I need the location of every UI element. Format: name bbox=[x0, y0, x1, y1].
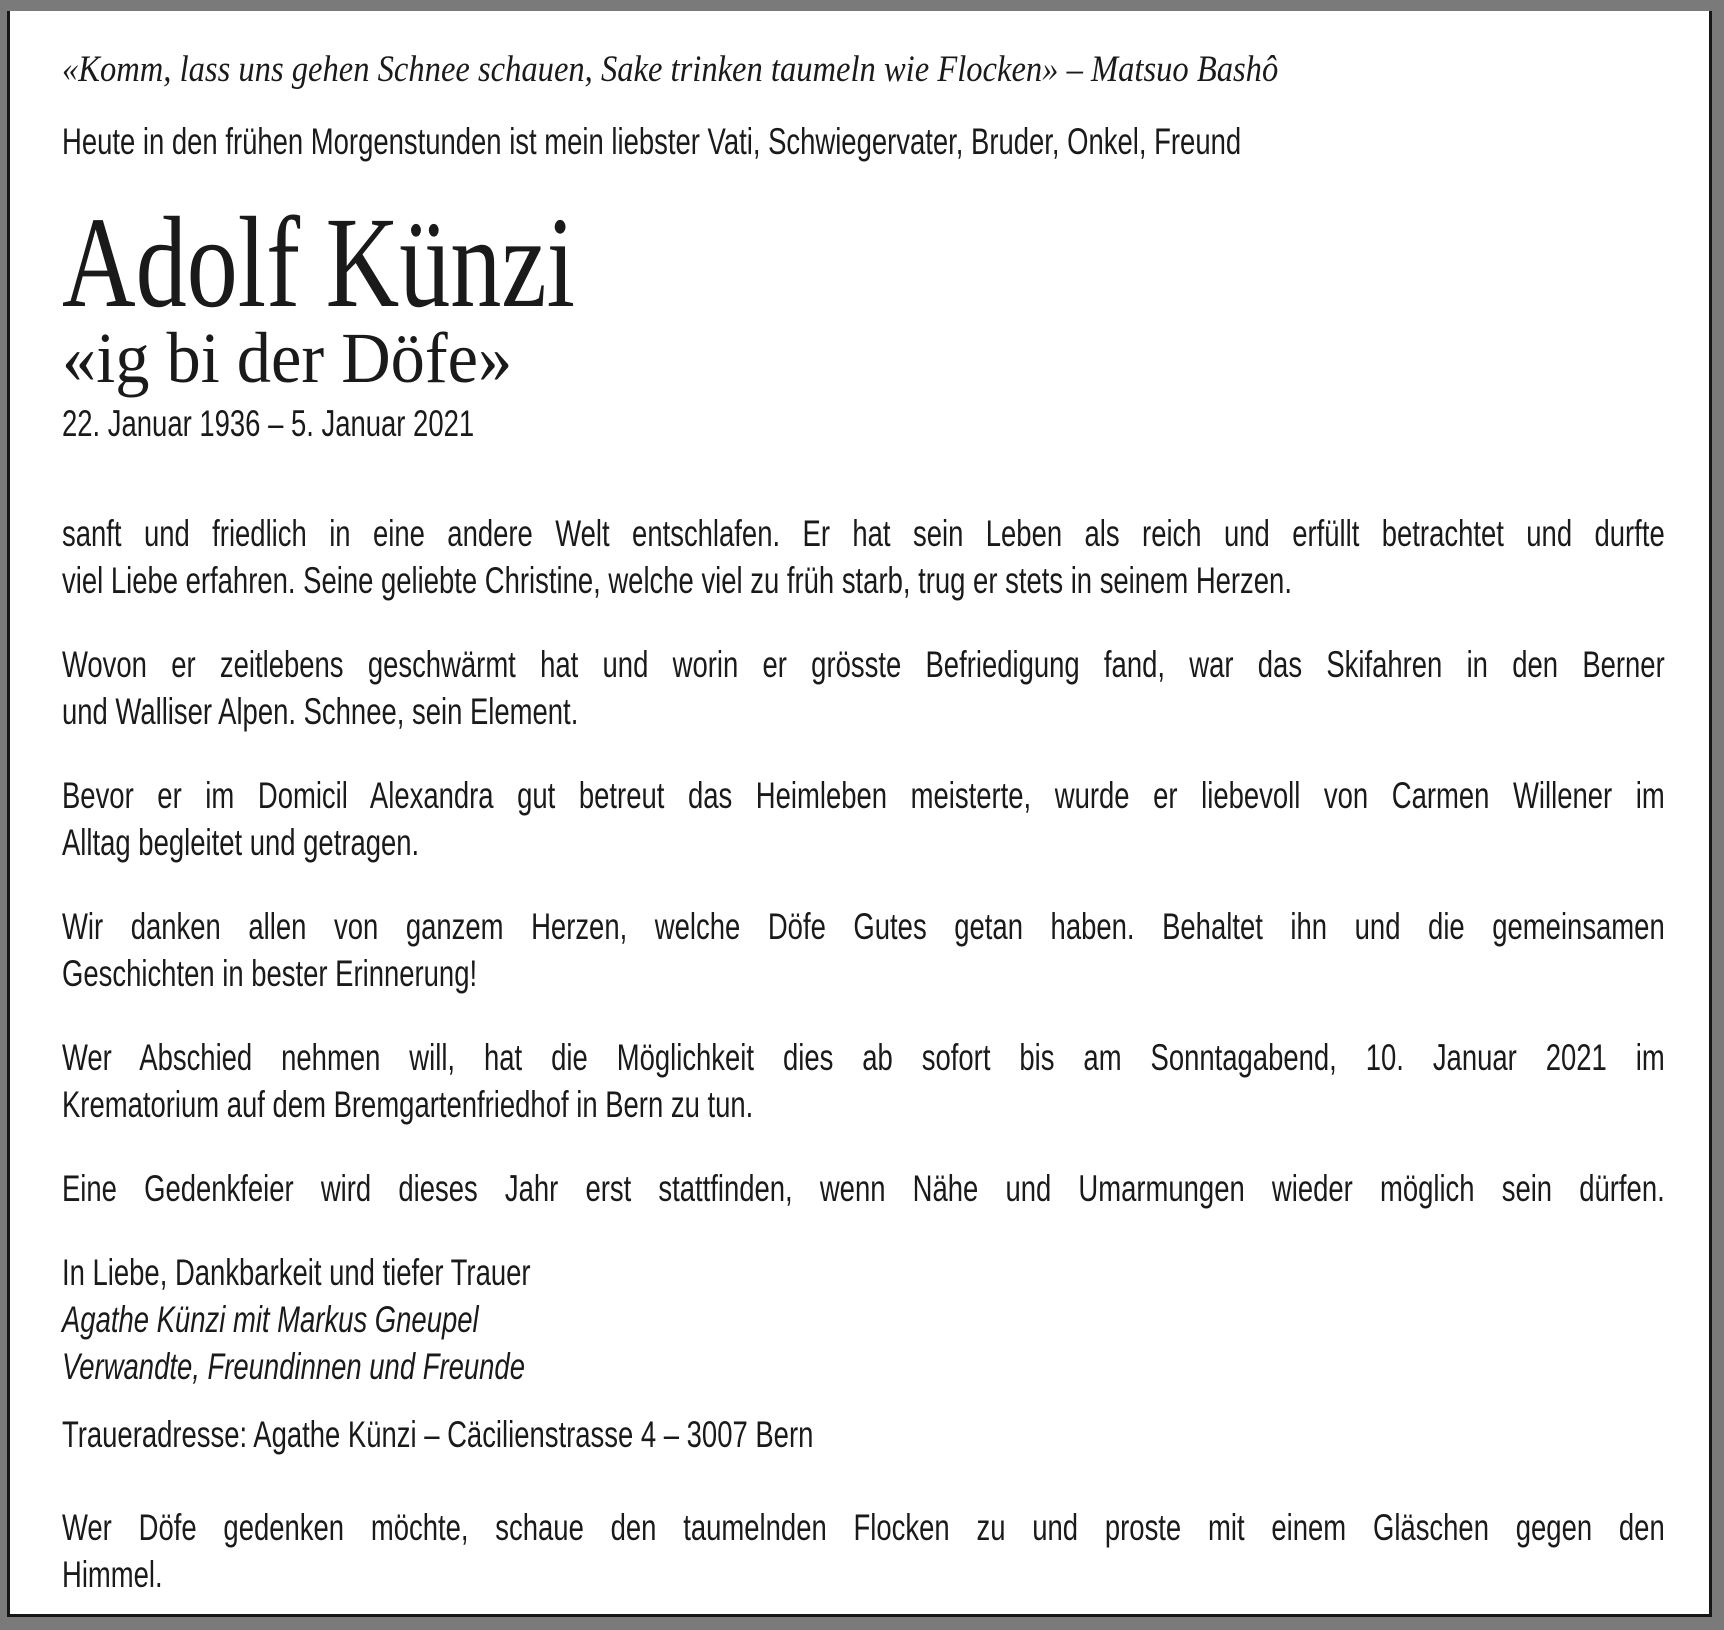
text-line: Wovon er zeitlebens geschwärmt hat und worin er grösste Befriedigung fand, war das Skifahren in den Berner bbox=[62, 644, 1665, 685]
text-line: Wer Abschied nehmen will, hat die Möglichkeit dies ab sofort bis am Sonntagabend, 10. Januar 2021 im bbox=[62, 1037, 1665, 1078]
paragraph-skiing bbox=[62, 641, 1709, 735]
mourning-address: Traueradresse: Agathe Künzi – Cäcilienstrasse 4 – 3007 Bern bbox=[62, 1414, 814, 1455]
paragraph-farewell bbox=[62, 1034, 1709, 1128]
life-dates: 22. Januar 1936 – 5. Januar 2021 bbox=[62, 403, 475, 444]
intro-line: Heute in den frühen Morgenstunden ist mein liebster Vati, Schwiegervater, Bruder, Onkel, Freund bbox=[62, 121, 1242, 162]
obituary-content bbox=[10, 11, 1709, 1598]
deceased-nickname: «ig bi der Döfe» bbox=[62, 318, 513, 398]
text-line: viel Liebe erfahren. Seine geliebte Christine, welche viel zu früh starb, trug er stets in seinem Herzen. bbox=[62, 560, 1292, 601]
text-line: Bevor er im Domicil Alexandra gut betreut das Heimleben meisterte, wurde er liebevoll von Carmen Willener im bbox=[62, 775, 1665, 816]
text-line: Himmel. bbox=[62, 1554, 163, 1595]
paragraph-death-notice bbox=[62, 510, 1709, 604]
closing-friends-line: Verwandte, Freundinnen und Freunde bbox=[62, 1346, 525, 1387]
text-line: Eine Gedenkfeier wird dieses Jahr erst stattfinden, wenn Nähe und Umarmungen wieder möglich sein dürfen. bbox=[62, 1168, 1665, 1209]
text-line: Wir danken allen von ganzem Herzen, welche Döfe Gutes getan haben. Behaltet ihn und die gemeinsamen bbox=[62, 906, 1665, 947]
text-line: Alltag begleitet und getragen. bbox=[62, 822, 420, 863]
paragraph-thanks bbox=[62, 903, 1709, 997]
text-line: Geschichten in bester Erinnerung! bbox=[62, 953, 478, 994]
obituary-page bbox=[7, 11, 1712, 1617]
text-line: und Walliser Alpen. Schnee, sein Element. bbox=[62, 691, 579, 732]
text-line: Wer Döfe gedenken möchte, schaue den taumelnden Flocken zu und proste mit einem Gläschen gegen den bbox=[62, 1507, 1665, 1548]
text-line: Krematorium auf dem Bremgartenfriedhof in Bern zu tun. bbox=[62, 1084, 754, 1125]
paragraph-care bbox=[62, 772, 1709, 866]
paragraph-final bbox=[62, 1504, 1709, 1598]
epigraph-quote: «Komm, lass uns gehen Schnee schauen, Sake trinken taumeln wie Flocken» – Matsuo Bashô bbox=[62, 49, 1279, 90]
closing-line: In Liebe, Dankbarkeit und tiefer Trauer bbox=[62, 1252, 531, 1293]
paragraph-memorial bbox=[62, 1165, 1709, 1212]
text-line: sanft und friedlich in eine andere Welt entschlafen. Er hat sein Leben als reich und erfüllt betrachtet und durfte bbox=[62, 513, 1665, 554]
closing-block bbox=[62, 1249, 1709, 1390]
closing-family-line: Agathe Künzi mit Markus Gneupel bbox=[62, 1299, 479, 1340]
deceased-name: Adolf Künzi bbox=[62, 191, 575, 335]
